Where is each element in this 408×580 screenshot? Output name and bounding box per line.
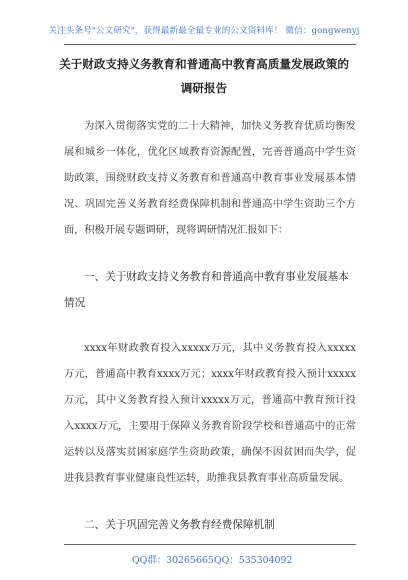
qq-text: QQ：535304092 xyxy=(214,555,293,566)
section1-heading: 一、关于财政支持义务教育和普通高中教育事业发展基本情况 xyxy=(64,271,349,309)
section1-paragraph: xxxx年财政教育投入xxxxx万元，其中义务教育投入xxxxx万元，普通高中教育xxxx万元；xxxx年财政教育投入预计xxxxx万元，其中义务教育投入预计xxxxx万元，普通高中教育预计投入xxxx万元，主要用于保障义务教育阶段学校和普通高中的正常运转以及落实贫困家庭学生资助政策，确保不因贫困而失学，促进我县教育事业健康良性运转，助推我县教育事业高质量发展。 xyxy=(64,343,356,484)
header-divider xyxy=(64,44,356,45)
footer-divider xyxy=(64,544,356,545)
document-title-line2: 调研报告 xyxy=(180,81,228,95)
section2-heading: 二、关于巩固完善义务教育经费保障机制 xyxy=(84,519,275,531)
intro-paragraph: 为深入贯彻落实党的二十大精神，加快义务教育优质均衡发展和城乡一体化，优化区域教育资源配置，完善普通高中学生资助政策，围绕财政支持义务教育和普通高中教育事业发展基本情况、巩固完善义务教育经费保障机制和普通高中学生资助三个方面，积极开展专题调研，现将调研情况汇报如下： xyxy=(64,121,356,236)
document-title-line1: 关于财政支持义务教育和普通高中教育高质量发展政策的 xyxy=(59,57,349,71)
qq-group-text: QQ群：30265665 xyxy=(132,555,214,566)
promo-banner: 关注头条号"公文研究"，获得最新最全最专业的公文资料库！ 微信：gongwenyj xyxy=(48,26,360,36)
